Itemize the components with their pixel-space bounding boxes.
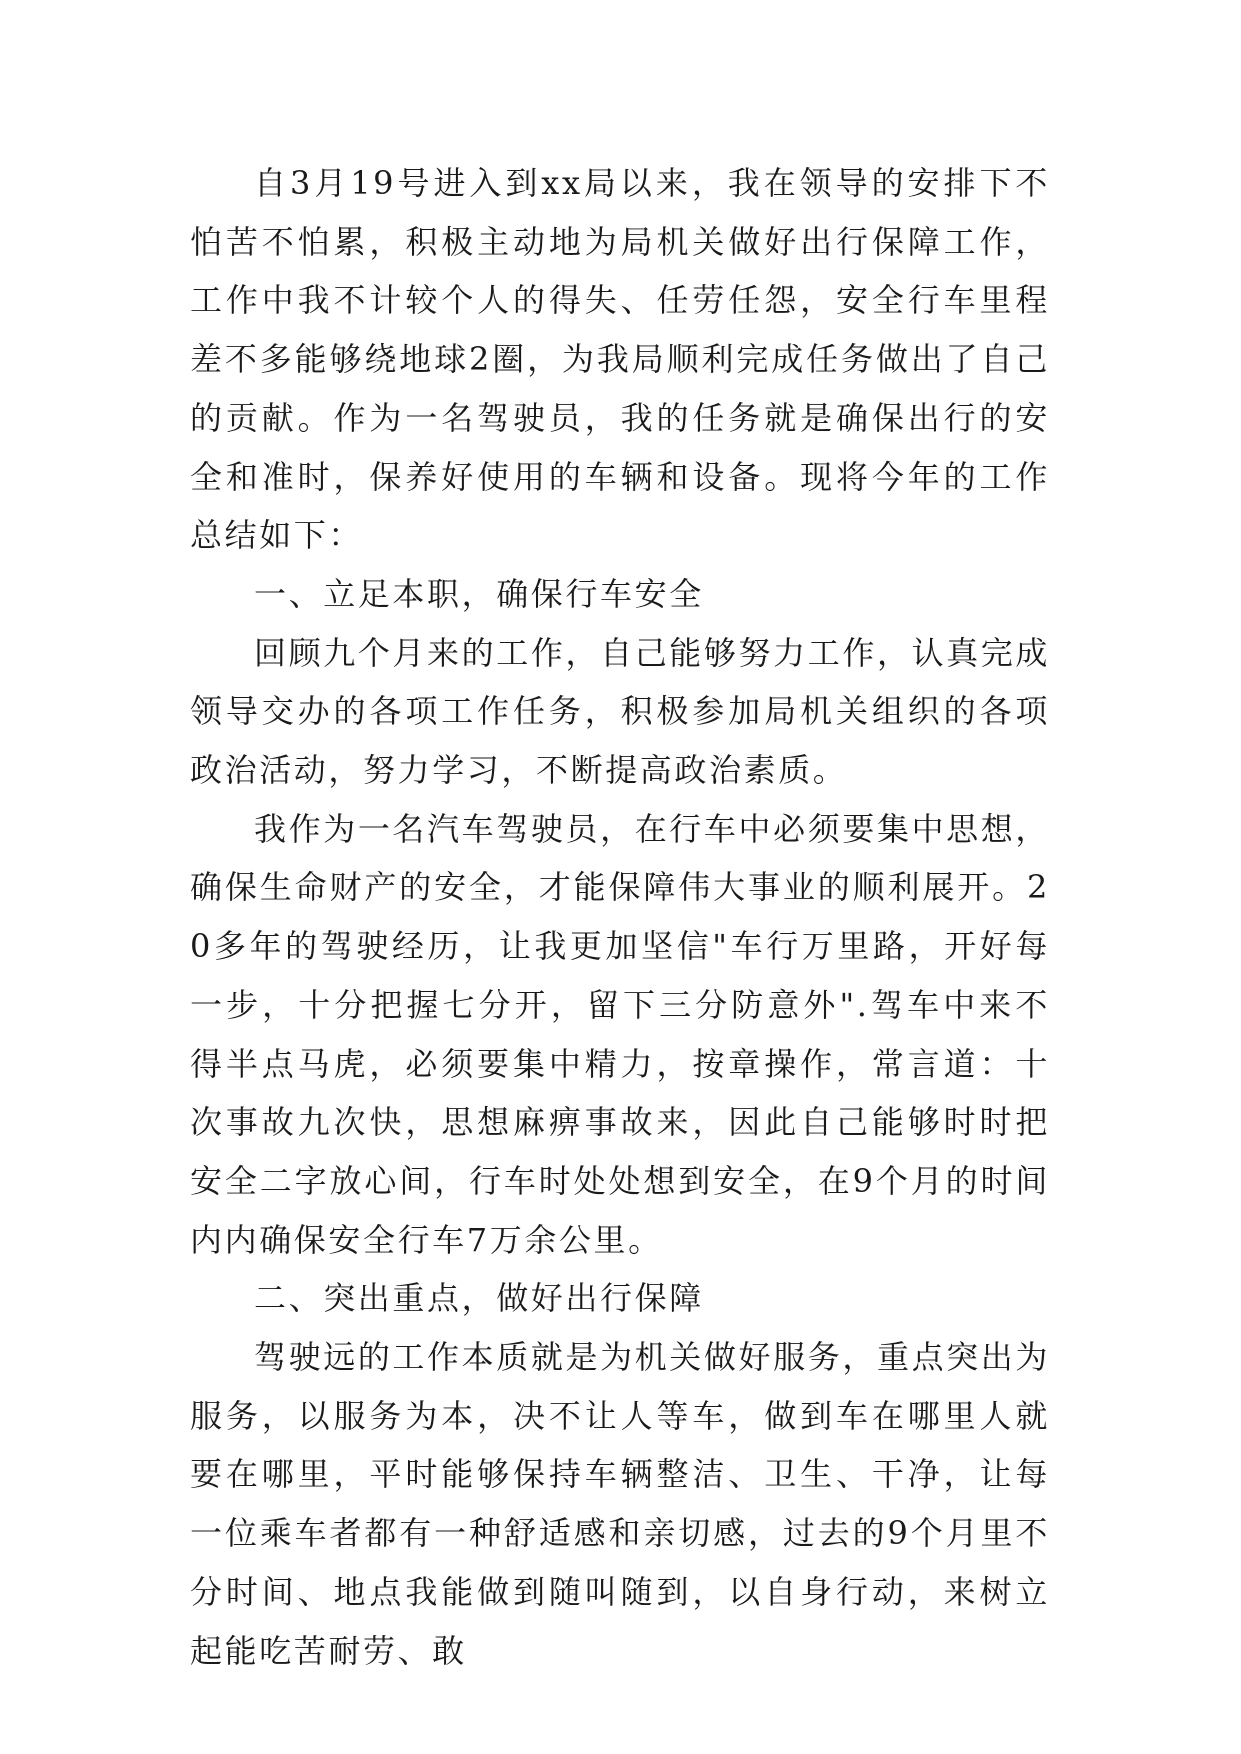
- document-page: [190, 154, 1050, 1680]
- body-paragraph: 回顾九个月来的工作，自己能够努力工作，认真完成领导交办的各项工作任务，积极参加局机关组织的各项政治活动，努力学习，不断提高政治素质。: [190, 633, 1050, 790]
- section-heading-2: 二、突出重点，做好出行保障: [254, 1279, 704, 1318]
- body-paragraph: 驾驶远的工作本质就是为机关做好服务，重点突出为服务，以服务为本，决不让人等车，做到车在哪里人就要在哪里，平时能够保持车辆整洁、卫生、干净，让每一位乘车者都有一种舒适感和亲切感，过去的9个月里不分时间、地点我能做到随叫随到，以自身行动，来树立起能吃苦耐劳、敢: [190, 1338, 1050, 1670]
- body-paragraph: 我作为一名汽车驾驶员，在行车中必须要集中思想，确保生命财产的安全，才能保障伟大事业的顺利展开。20多年的驾驶经历，让我更加坚信"车行万里路，开好每一步，十分把握七分开，留下三分防意外".驾车中来不得半点马虎，必须要集中精力，按章操作，常言道：十次事故九次快，思想麻痹事故来，因此自己能够时时把安全二字放心间，行车时处处想到安全，在9个月的时间内内确保安全行车7万余公里。: [190, 809, 1050, 1259]
- intro-paragraph: 自3月19号进入到xx局以来，我在领导的安排下不怕苦不怕累，积极主动地为局机关做好出行保障工作，工作中我不计较个人的得失、任劳任怨，安全行车里程差不多能够绕地球2圈，为我局顺利完成任务做出了自己的贡献。作为一名驾驶员，我的任务就是确保出行的安全和准时，保养好使用的车辆和设备。现将今年的工作总结如下：: [190, 164, 1050, 555]
- section-heading-1: 一、立足本职，确保行车安全: [254, 574, 704, 613]
